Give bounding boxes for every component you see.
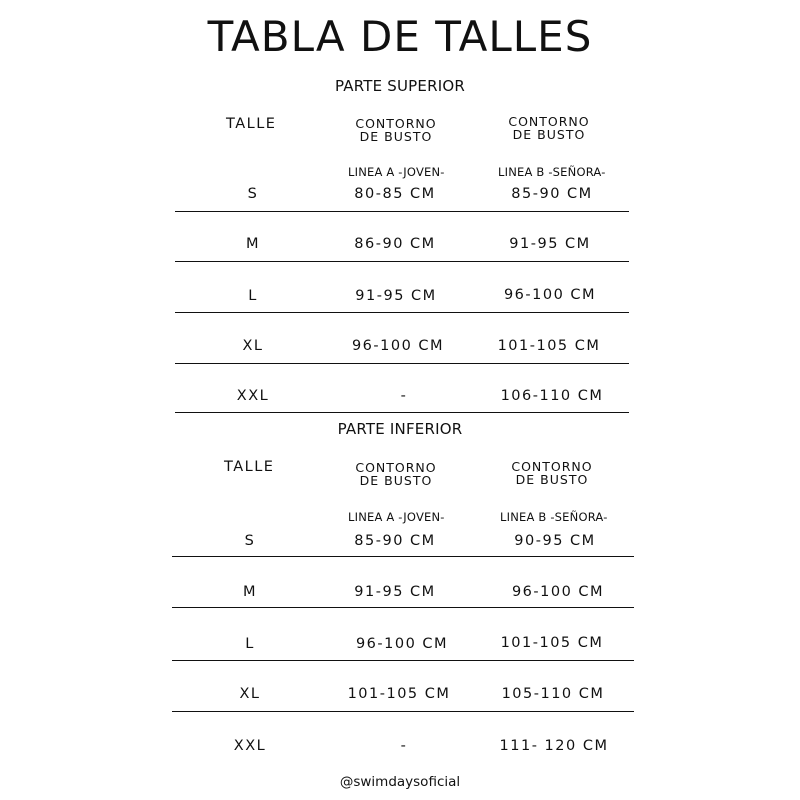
- size-cell: L: [248, 288, 258, 304]
- linea-b-cell: 105-110 CM: [501, 686, 605, 702]
- linea-b-cell: 85-90 CM: [511, 186, 593, 202]
- linea-a-cell: 91-95 CM: [354, 584, 436, 600]
- row-divider: [175, 363, 629, 364]
- linea-b-cell: 90-95 CM: [514, 533, 596, 549]
- size-cell: XXL: [233, 738, 267, 754]
- linea-a-cell: -: [400, 388, 408, 404]
- col2-header-line2: DE BUSTO: [515, 472, 589, 487]
- col2-header: [499, 115, 599, 141]
- col1-subheader: LINEA A -JOVEN-: [348, 510, 445, 524]
- size-cell: XL: [242, 338, 264, 354]
- section-title: PARTE SUPERIOR: [335, 77, 465, 95]
- page-title: TABLA DE TALLES: [207, 12, 593, 61]
- linea-a-cell: 86-90 CM: [354, 236, 436, 252]
- size-cell: M: [245, 236, 260, 252]
- col2-subheader: LINEA B -SEÑORA-: [500, 510, 608, 524]
- col2-header-line1: CONTORNO: [511, 459, 593, 474]
- size-cell: S: [247, 186, 259, 202]
- linea-b-cell: 101-105 CM: [497, 338, 601, 354]
- section-title: PARTE INFERIOR: [337, 420, 463, 438]
- col1-header-line2: DE BUSTO: [359, 129, 433, 144]
- linea-b-cell: 106-110 CM: [500, 388, 604, 404]
- col1-header-line1: CONTORNO: [355, 460, 437, 475]
- col1-header-line1: CONTORNO: [355, 116, 437, 131]
- col1-subheader: LINEA A -JOVEN-: [348, 165, 445, 179]
- col1-header-line2: DE BUSTO: [359, 473, 433, 488]
- col2-subheader: LINEA B -SEÑORA-: [498, 165, 606, 179]
- linea-b-cell: 111- 120 CM: [499, 738, 609, 754]
- linea-b-cell: 96-100 CM: [503, 287, 597, 303]
- linea-a-cell: 101-105 CM: [347, 686, 451, 702]
- talle-header: TALLE: [226, 116, 277, 132]
- linea-a-cell: 96-100 CM: [351, 338, 445, 354]
- linea-b-cell: 101-105 CM: [500, 635, 604, 651]
- row-divider: [172, 711, 634, 712]
- row-divider: [175, 211, 629, 212]
- linea-a-cell: 96-100 CM: [355, 636, 449, 652]
- linea-a-cell: -: [400, 738, 408, 754]
- size-cell: S: [244, 533, 256, 549]
- linea-a-cell: 80-85 CM: [354, 186, 436, 202]
- col2-header-line1: CONTORNO: [508, 114, 590, 129]
- row-divider: [175, 412, 629, 413]
- size-cell: XXL: [236, 388, 270, 404]
- col1-header: [346, 117, 446, 143]
- linea-b-cell: 91-95 CM: [509, 236, 591, 252]
- linea-b-cell: 96-100 CM: [511, 584, 605, 600]
- size-cell: L: [245, 636, 255, 652]
- col2-header: [502, 460, 602, 486]
- row-divider: [172, 660, 634, 661]
- instagram-handle: @swimdaysoficial: [339, 774, 461, 790]
- col2-header-line2: DE BUSTO: [512, 127, 586, 142]
- row-divider: [172, 607, 634, 608]
- col1-header: [346, 461, 446, 487]
- row-divider: [172, 556, 634, 557]
- row-divider: [175, 261, 629, 262]
- linea-a-cell: 85-90 CM: [354, 533, 436, 549]
- size-cell: XL: [239, 686, 261, 702]
- size-cell: M: [242, 584, 257, 600]
- linea-a-cell: 91-95 CM: [355, 288, 437, 304]
- row-divider: [175, 312, 629, 313]
- talle-header: TALLE: [224, 459, 275, 475]
